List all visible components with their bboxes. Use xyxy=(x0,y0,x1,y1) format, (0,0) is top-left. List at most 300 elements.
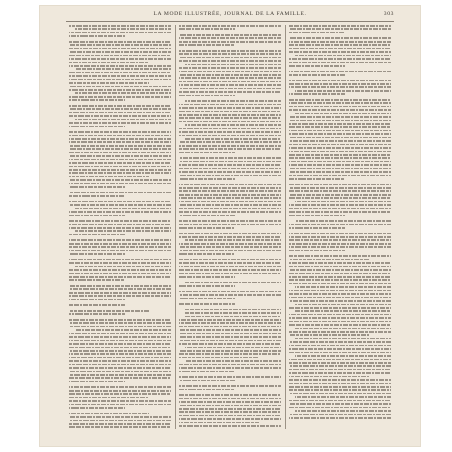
text-line xyxy=(179,194,281,196)
text-line xyxy=(69,343,171,345)
text-line xyxy=(69,295,171,297)
text-line xyxy=(179,201,281,203)
text-line xyxy=(289,279,391,281)
text-line xyxy=(179,250,281,252)
text-line xyxy=(289,204,391,206)
text-line xyxy=(179,371,235,373)
text-line xyxy=(179,220,281,222)
text-line xyxy=(295,310,391,312)
text-line xyxy=(289,102,391,104)
text-line xyxy=(179,385,281,387)
text-line xyxy=(179,171,281,173)
text-line xyxy=(179,111,281,113)
text-line xyxy=(289,297,391,299)
text-line xyxy=(179,333,281,335)
text-line xyxy=(69,62,149,64)
text-line xyxy=(289,171,391,173)
text-line xyxy=(69,75,171,77)
text-line xyxy=(69,360,171,362)
text-line xyxy=(69,86,171,88)
text-line xyxy=(289,269,391,271)
text-line xyxy=(69,285,171,287)
text-line xyxy=(289,109,391,111)
text-line xyxy=(289,233,391,235)
text-line xyxy=(295,410,391,412)
text-line xyxy=(185,64,281,66)
text-line xyxy=(179,357,259,359)
text-line xyxy=(69,201,171,203)
text-line xyxy=(179,95,235,97)
text-line xyxy=(289,383,391,385)
page-header xyxy=(40,11,420,21)
text-line xyxy=(69,276,171,278)
text-line xyxy=(69,367,171,369)
text-line xyxy=(179,74,281,76)
text-line xyxy=(179,233,281,235)
text-line xyxy=(289,144,391,146)
text-line xyxy=(179,303,235,305)
text-line xyxy=(289,334,369,336)
text-line xyxy=(69,25,171,27)
text-line xyxy=(69,393,171,395)
text-line xyxy=(69,48,171,50)
page-number: 303 xyxy=(383,11,394,17)
text-line xyxy=(295,113,391,115)
text-line xyxy=(289,93,345,95)
text-line xyxy=(289,175,391,177)
text-line xyxy=(289,86,391,88)
text-line xyxy=(289,28,391,30)
text-line xyxy=(75,119,171,121)
text-line xyxy=(185,316,281,318)
text-line xyxy=(69,269,171,271)
text-line xyxy=(185,138,281,140)
text-line xyxy=(289,83,391,85)
text-line xyxy=(289,283,391,285)
text-line xyxy=(179,53,281,55)
text-line xyxy=(185,100,281,102)
text-line xyxy=(69,41,171,43)
text-line xyxy=(69,122,171,124)
text-line xyxy=(179,259,281,261)
text-line xyxy=(179,197,281,199)
text-line xyxy=(289,99,391,101)
text-line xyxy=(289,161,391,163)
text-line xyxy=(289,25,391,27)
text-line xyxy=(295,55,391,57)
text-line xyxy=(69,313,125,315)
text-line xyxy=(289,116,391,118)
text-line xyxy=(185,309,281,311)
text-line xyxy=(179,184,281,186)
text-line xyxy=(289,194,391,196)
text-line xyxy=(289,147,391,149)
text-line xyxy=(289,250,345,252)
text-line xyxy=(69,310,149,312)
journal-title: LA MODE ILLUSTRÉE, JOURNAL DE LA FAMILLE. xyxy=(153,11,307,17)
text-line xyxy=(179,340,281,342)
text-line xyxy=(69,131,171,133)
text-line xyxy=(289,123,391,125)
text-line xyxy=(289,386,391,388)
text-line xyxy=(179,168,281,170)
text-line xyxy=(289,352,391,354)
text-line xyxy=(179,25,281,27)
text-line xyxy=(69,246,171,248)
text-line xyxy=(179,422,259,424)
text-line xyxy=(289,273,391,275)
text-line xyxy=(69,152,171,154)
text-line xyxy=(179,84,281,86)
text-line xyxy=(289,365,391,367)
text-line xyxy=(289,369,391,371)
text-line xyxy=(69,326,171,328)
text-line xyxy=(289,276,391,278)
text-line xyxy=(69,350,171,352)
text-line xyxy=(69,169,171,171)
text-line xyxy=(185,360,281,362)
text-line xyxy=(289,37,391,39)
text-line xyxy=(185,282,281,284)
text-line xyxy=(289,255,391,257)
text-line xyxy=(179,418,281,420)
text-line xyxy=(69,192,171,194)
text-line xyxy=(289,48,391,50)
text-line xyxy=(289,243,391,245)
text-line xyxy=(295,286,391,288)
text-line xyxy=(289,187,391,189)
text-line xyxy=(69,353,171,355)
text-line xyxy=(289,130,391,132)
text-line xyxy=(289,345,391,347)
text-line xyxy=(179,88,281,90)
text-line xyxy=(289,362,391,364)
text-line xyxy=(185,347,281,349)
text-line xyxy=(289,208,391,210)
text-line xyxy=(179,117,281,119)
text-line xyxy=(289,211,391,213)
text-line xyxy=(179,425,281,427)
text-line xyxy=(75,208,171,210)
text-line xyxy=(179,294,281,296)
text-line xyxy=(295,90,391,92)
text-line xyxy=(69,105,171,107)
text-line xyxy=(289,44,391,46)
text-line xyxy=(179,236,281,238)
text-line xyxy=(289,120,391,122)
text-line xyxy=(69,420,171,422)
text-line xyxy=(289,314,391,316)
text-line xyxy=(179,131,281,133)
text-line xyxy=(69,333,171,335)
text-line xyxy=(179,350,281,352)
text-line xyxy=(179,121,281,123)
text-line xyxy=(69,195,125,197)
text-line xyxy=(69,159,171,161)
text-line xyxy=(179,408,281,410)
text-line xyxy=(289,168,391,170)
text-line xyxy=(289,417,391,419)
text-line xyxy=(69,220,171,222)
text-line xyxy=(69,377,171,379)
text-line xyxy=(289,74,345,76)
text-line xyxy=(289,293,391,295)
text-line xyxy=(179,227,235,229)
text-line xyxy=(69,204,171,206)
text-line xyxy=(69,340,171,342)
text-line xyxy=(179,285,235,287)
text-line xyxy=(289,32,345,34)
text-line xyxy=(289,317,391,319)
text-line xyxy=(179,145,281,147)
text-line xyxy=(295,304,391,306)
text-line xyxy=(69,141,171,143)
text-line xyxy=(69,112,171,114)
text-line xyxy=(289,403,391,405)
text-line xyxy=(179,164,281,166)
text-line xyxy=(289,359,391,361)
text-line xyxy=(295,355,391,357)
text-line xyxy=(69,108,171,110)
text-line xyxy=(179,343,281,345)
text-line xyxy=(179,71,281,73)
text-line xyxy=(69,51,171,53)
text-line xyxy=(289,376,369,378)
text-line xyxy=(179,273,281,275)
text-line xyxy=(69,386,171,388)
text-line xyxy=(289,236,391,238)
text-line xyxy=(69,65,171,67)
text-column-right xyxy=(289,25,391,429)
text-line xyxy=(179,326,281,328)
text-line xyxy=(69,172,171,174)
text-line xyxy=(69,58,171,60)
text-line xyxy=(289,262,391,264)
text-column-left xyxy=(69,25,171,429)
text-line xyxy=(69,319,171,321)
text-line xyxy=(179,107,281,109)
text-line xyxy=(289,137,391,139)
text-line xyxy=(289,164,391,166)
text-line xyxy=(289,389,391,391)
text-line xyxy=(69,292,171,294)
text-line xyxy=(179,215,235,217)
text-line xyxy=(295,338,391,340)
text-line xyxy=(69,404,171,406)
text-line xyxy=(69,44,171,46)
text-line xyxy=(69,227,171,229)
text-line xyxy=(69,96,171,98)
text-line xyxy=(179,34,281,36)
text-line xyxy=(179,77,281,79)
text-line xyxy=(289,290,391,292)
text-line xyxy=(179,394,281,396)
text-line xyxy=(69,186,125,188)
text-column-middle xyxy=(179,25,281,429)
text-line xyxy=(75,329,171,331)
text-line xyxy=(179,41,281,43)
text-line xyxy=(179,152,235,154)
text-line xyxy=(289,184,391,186)
text-line xyxy=(69,390,171,392)
text-line xyxy=(179,157,281,159)
text-line xyxy=(289,239,391,241)
text-line xyxy=(289,300,391,302)
text-line xyxy=(289,414,391,416)
text-line xyxy=(69,423,171,425)
text-line xyxy=(179,67,281,69)
text-line xyxy=(179,415,281,417)
text-line xyxy=(69,155,171,157)
text-line xyxy=(185,312,281,314)
text-line xyxy=(289,62,391,64)
text-line xyxy=(179,276,235,278)
text-line xyxy=(179,141,281,143)
text-line xyxy=(69,234,125,236)
text-line xyxy=(289,400,391,402)
text-line xyxy=(69,35,125,37)
text-line xyxy=(179,336,281,338)
text-line xyxy=(289,178,345,180)
text-line xyxy=(75,230,171,232)
text-line xyxy=(179,81,281,83)
text-line xyxy=(179,187,281,189)
text-line xyxy=(179,291,281,293)
text-line xyxy=(289,224,391,226)
text-line xyxy=(179,329,281,331)
text-line xyxy=(289,372,391,374)
text-line xyxy=(69,148,171,150)
text-line xyxy=(69,347,171,349)
text-line xyxy=(179,50,281,52)
text-line xyxy=(289,140,391,142)
text-line xyxy=(69,259,171,261)
text-line xyxy=(69,145,171,147)
text-line xyxy=(69,224,171,226)
text-line xyxy=(289,227,345,229)
text-line xyxy=(69,99,125,101)
text-line xyxy=(289,58,391,60)
text-line xyxy=(179,114,281,116)
text-line xyxy=(69,397,149,399)
text-line xyxy=(179,389,235,391)
text-line xyxy=(289,266,391,268)
text-line xyxy=(69,288,171,290)
text-line xyxy=(69,211,171,213)
text-line xyxy=(289,341,391,343)
text-line xyxy=(69,126,125,128)
text-line xyxy=(69,162,171,164)
text-line xyxy=(289,126,391,128)
text-line xyxy=(289,331,391,333)
text-line xyxy=(289,307,391,309)
newspaper-page xyxy=(40,6,420,446)
text-line xyxy=(295,396,391,398)
text-line xyxy=(179,322,281,324)
text-line xyxy=(179,364,281,366)
text-line xyxy=(289,151,391,153)
text-line xyxy=(179,398,281,400)
text-line xyxy=(179,28,235,30)
text-line xyxy=(289,65,345,67)
text-line xyxy=(69,250,171,252)
text-line xyxy=(69,262,171,264)
column-divider xyxy=(285,25,286,429)
text-line xyxy=(179,91,281,93)
text-line xyxy=(69,72,171,74)
text-line xyxy=(179,243,281,245)
text-line xyxy=(69,89,171,91)
text-line xyxy=(69,407,125,409)
text-line xyxy=(69,253,125,255)
text-line xyxy=(69,135,171,137)
text-line xyxy=(179,161,281,163)
text-line xyxy=(179,135,281,137)
text-line xyxy=(69,381,125,383)
text-line xyxy=(69,416,171,418)
text-line xyxy=(295,328,391,330)
text-line xyxy=(179,380,235,382)
text-line xyxy=(179,253,235,255)
text-line xyxy=(179,224,281,226)
text-line xyxy=(69,55,171,57)
text-line xyxy=(179,44,235,46)
text-line xyxy=(289,321,391,323)
text-line xyxy=(69,273,171,275)
text-line xyxy=(179,411,281,413)
text-line xyxy=(179,269,281,271)
text-line xyxy=(289,106,391,108)
text-line xyxy=(69,413,149,415)
text-line xyxy=(289,41,391,43)
text-line xyxy=(69,279,125,281)
text-line xyxy=(179,37,281,39)
text-line xyxy=(179,405,281,407)
text-line xyxy=(69,239,171,241)
text-line xyxy=(185,124,281,126)
text-line xyxy=(179,148,281,150)
text-line xyxy=(185,239,281,241)
text-line xyxy=(75,68,171,70)
text-line xyxy=(69,79,171,81)
text-line xyxy=(69,215,125,217)
text-line xyxy=(69,304,125,306)
text-line xyxy=(75,28,171,30)
text-line xyxy=(179,376,281,378)
text-line xyxy=(75,92,171,94)
text-line xyxy=(179,60,281,62)
text-line xyxy=(179,178,235,180)
text-line xyxy=(69,371,171,373)
text-line xyxy=(69,115,171,117)
text-line xyxy=(179,204,281,206)
text-line xyxy=(179,298,235,300)
text-line xyxy=(69,364,171,366)
text-line xyxy=(179,208,281,210)
text-line xyxy=(289,51,391,53)
text-line xyxy=(179,401,281,403)
text-line xyxy=(69,322,171,324)
text-line xyxy=(69,166,171,168)
text-line xyxy=(179,319,281,321)
text-line xyxy=(289,259,369,261)
text-line xyxy=(179,353,281,355)
text-line xyxy=(289,71,391,73)
text-line xyxy=(289,133,391,135)
text-line xyxy=(179,104,281,106)
text-line xyxy=(289,80,391,82)
text-line xyxy=(179,175,281,177)
